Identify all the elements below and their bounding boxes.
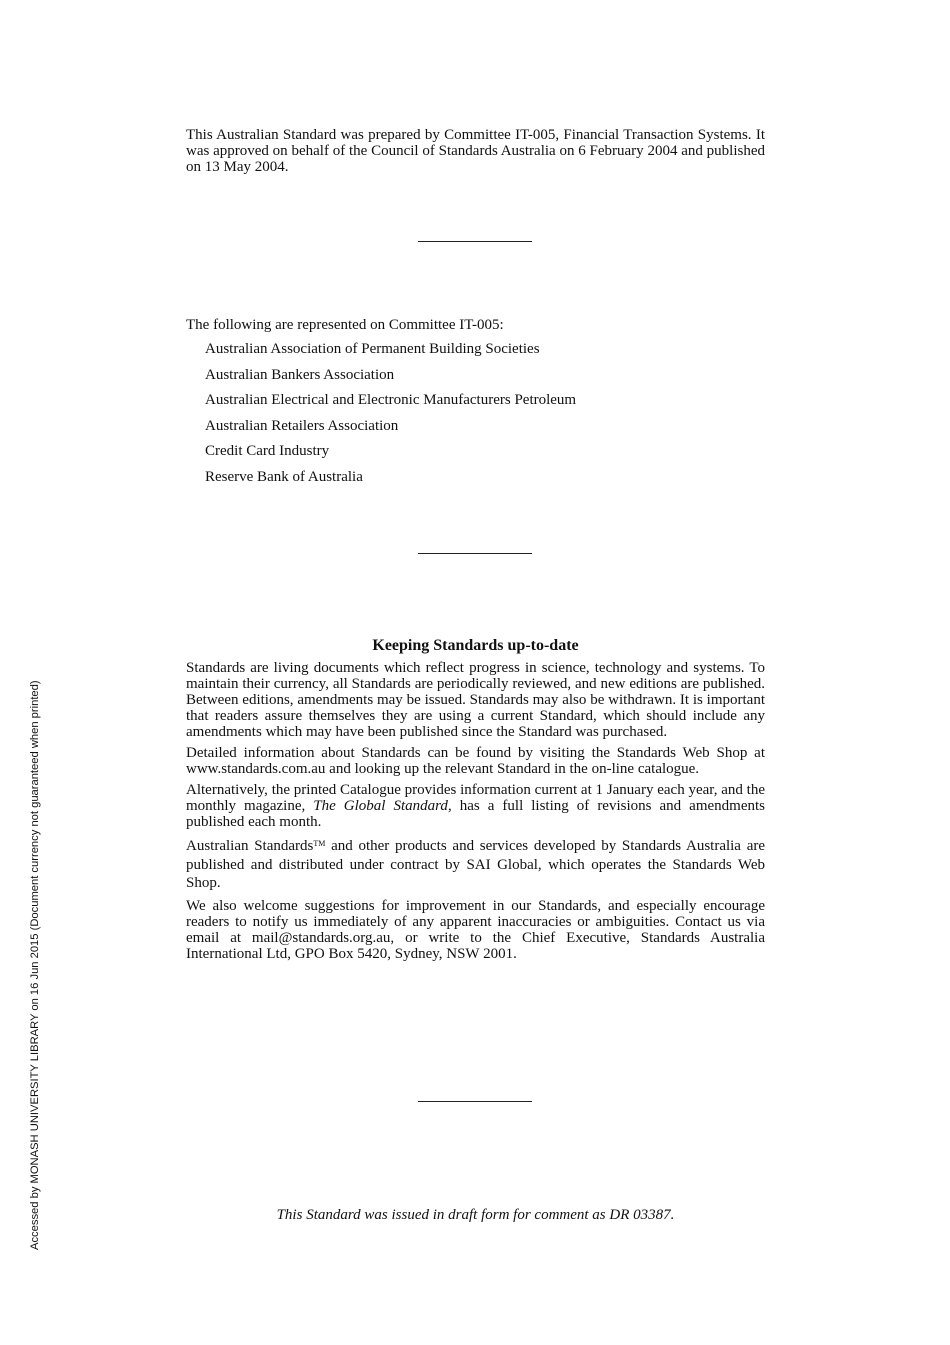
draft-note: This Standard was issued in draft form for comment as DR 03387. [276,1207,675,1223]
committee-member: Australian Association of Permanent Building Societies [205,341,540,357]
keeping-paragraph: Detailed information about Standards can be found by visiting the Standards Web Shop at www.standards.com.au and looking up the relevant Standard in the on-line catalogue. [186,745,765,777]
keeping-paragraph [186,782,765,830]
keeping-heading: Keeping Standards up-to-date [372,637,579,654]
trademark-mark: TM [313,839,326,848]
committee-member: Australian Bankers Association [205,366,395,383]
preparation-section [186,127,765,175]
committee-member: Australian Electrical and Electronic Manufacturers Petroleum [205,392,577,409]
keeping-paragraph: Standards are living documents which reflect progress in science, technology and systems. To maintain their currency, all Standards are periodically reviewed, and new editions are published. Between editions, amendments may be issued. Standards may also be withdrawn. It is important that readers assure themselves they are using a current Standard, which should include any amendments which may have been published since the Standard was purchased. [186,660,765,740]
committee-section [186,316,765,494]
committee-member: Reserve Bank of Australia [205,468,363,485]
access-watermark: Accessed by MONASH UNIVERSITY LIBRARY on 16 Jun 2015 (Document currency not guaranteed when printed) [29,680,41,1250]
preparation-note: This Australian Standard was prepared by Committee IT-005, Financial Transaction Systems. It was approved on behalf of the Council of Standards Australia on 6 February 2004 and published on 13 May 2004. [186,127,765,175]
keeping-paragraph [186,835,765,893]
section-divider [418,553,532,554]
keeping-standards-section [186,637,765,967]
section-divider [418,1101,532,1102]
text-run: Australian Standards [186,838,314,854]
text-run: and other products and services developed by Standards Australia are published and distributed under contract by SAI Global, which operates the Standards Web Shop. [186,838,766,891]
committee-member: Credit Card Industry [205,443,330,460]
section-divider [418,241,532,242]
text-run: Alternatively, the printed Catalogue provides information current at 1 January each year, and the monthly magazine, [186,782,765,814]
committee-member: Australian Retailers Association [205,417,399,434]
committee-member-list [186,340,765,486]
text-run: , has a full listing of revisions and amendments published each month. [186,798,765,830]
magazine-title: The Global Standard [313,798,448,814]
keeping-paragraph: We also welcome suggestions for improvement in our Standards, and especially encourage readers to notify us immediately of any apparent inaccuracies or ambiguities. Contact us via email at mail@standards.org.au, or write to the Chief Executive, Standards Australia International Ltd, GPO Box 5420, Sydney, NSW 2001. [186,897,765,962]
committee-intro: The following are represented on Committee IT-005: [186,317,504,333]
